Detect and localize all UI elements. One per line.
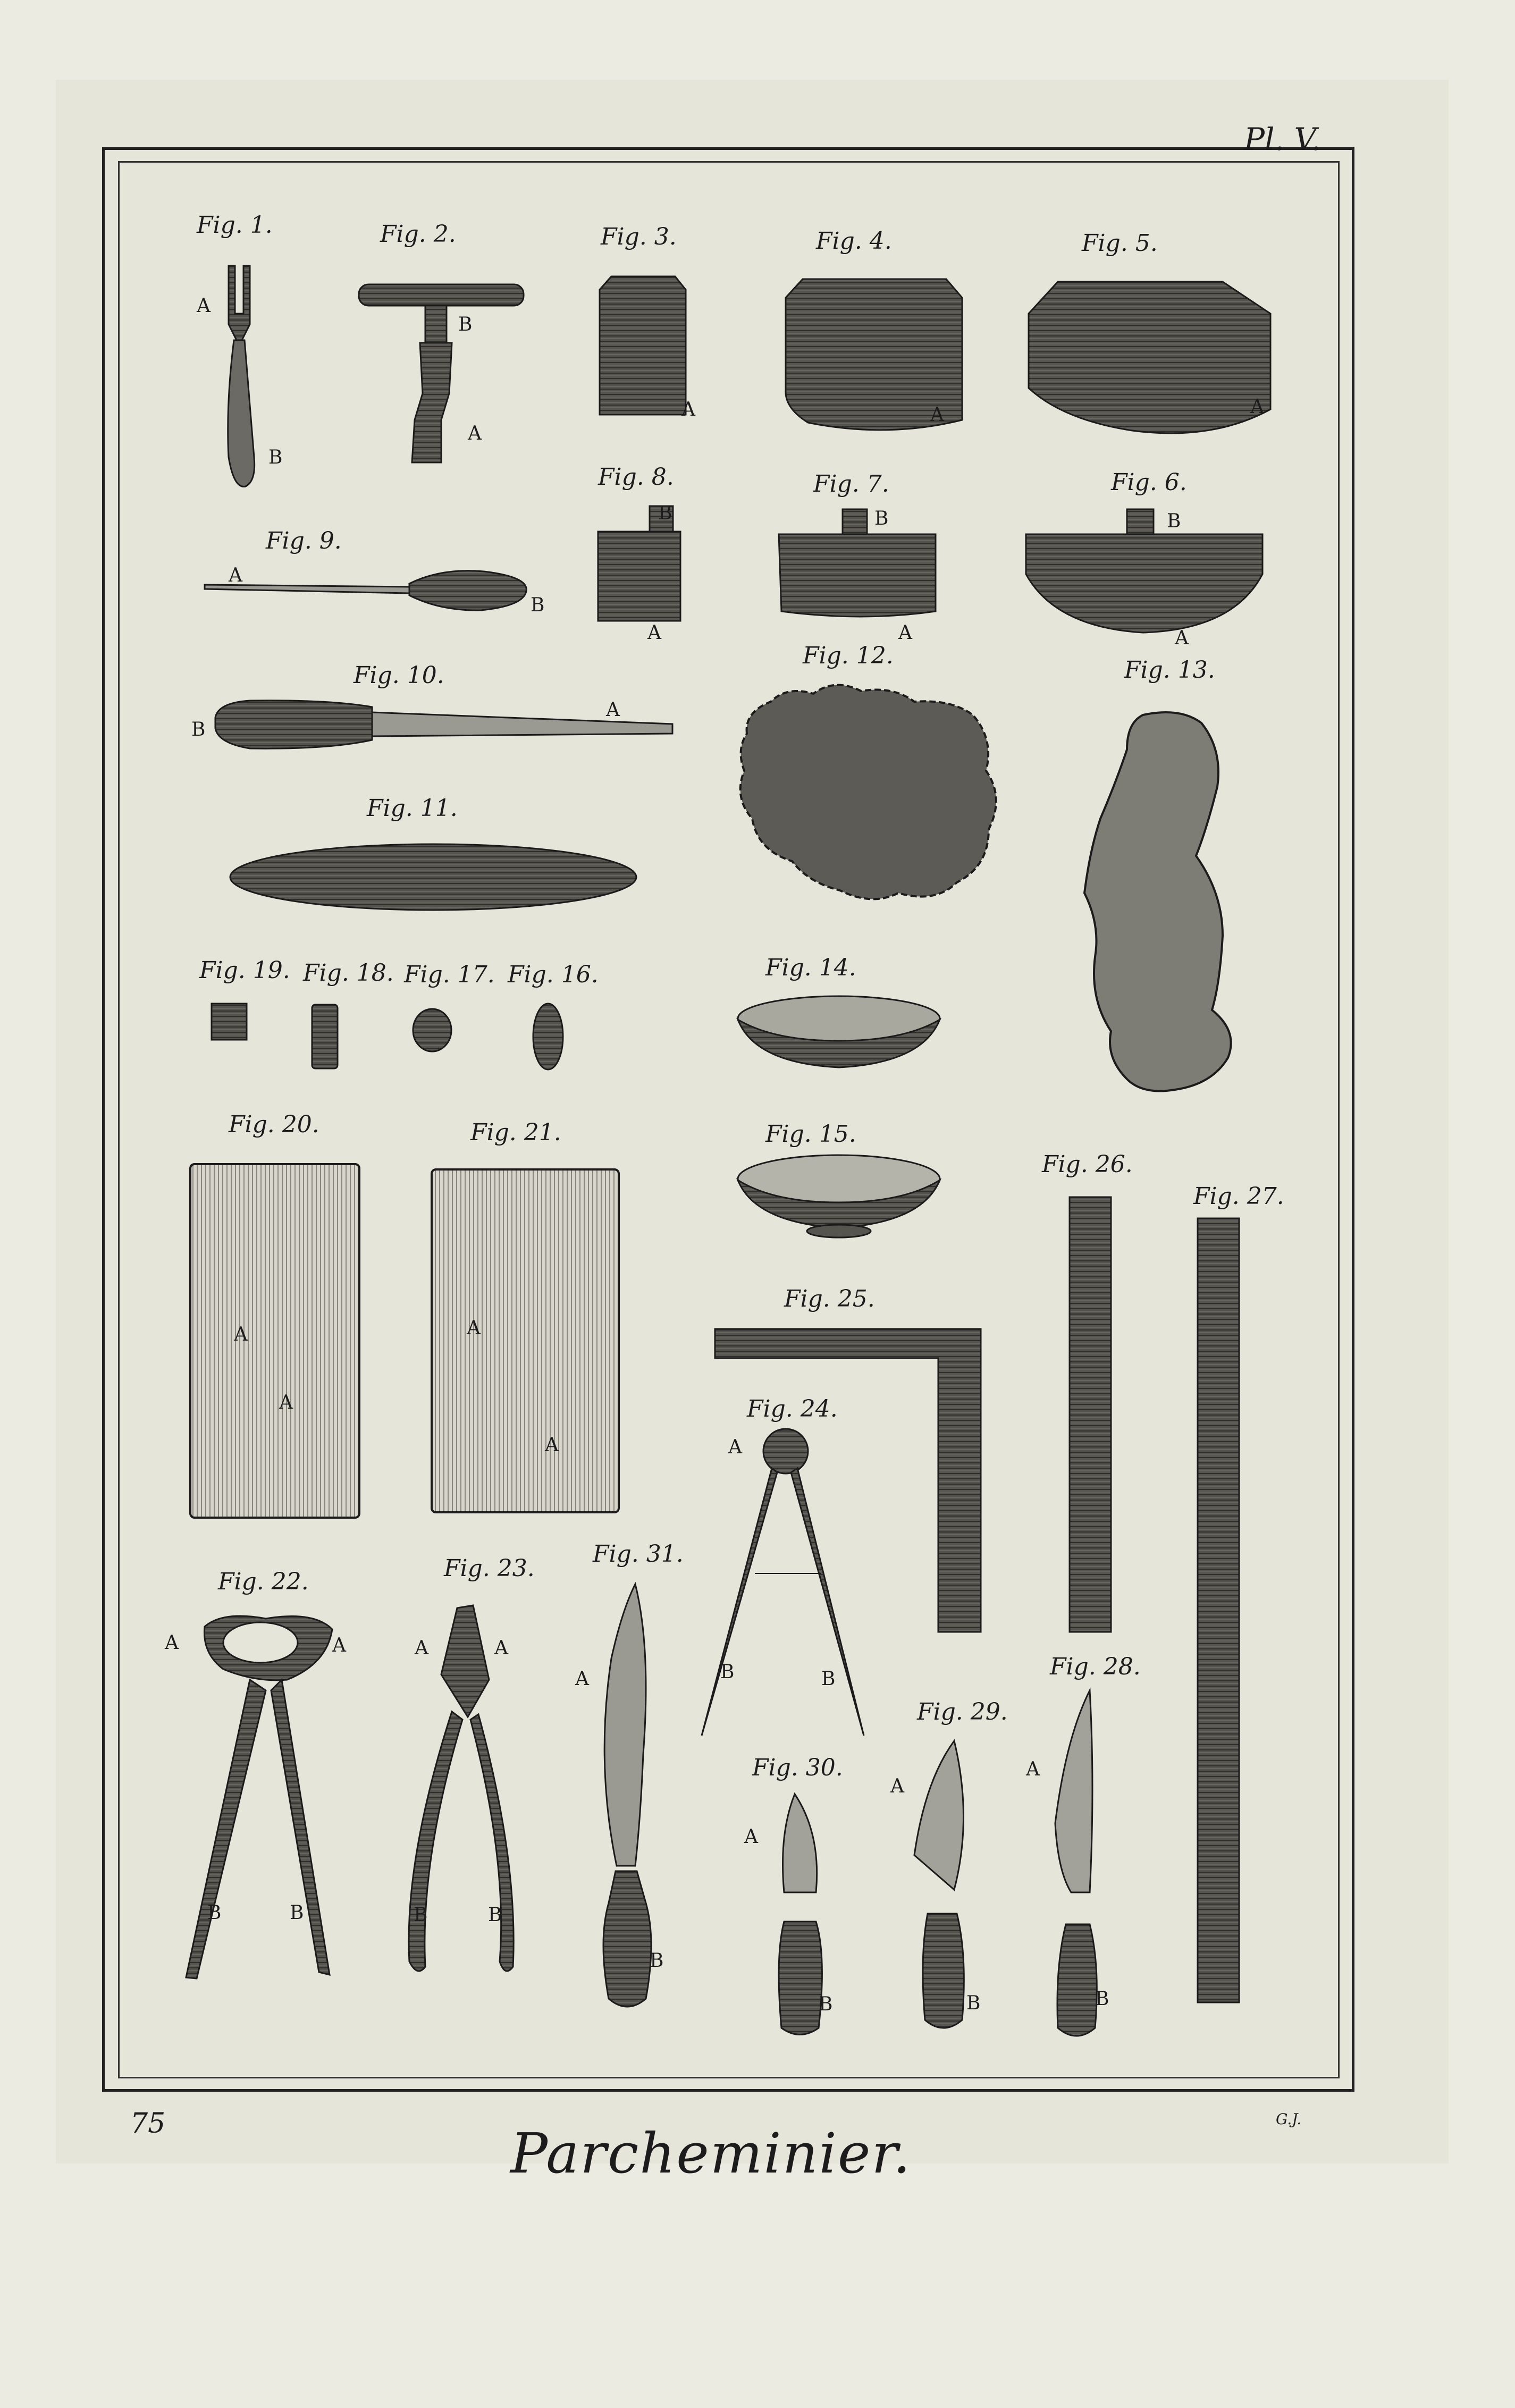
- fig14-label: Fig. 14.: [765, 954, 856, 981]
- fig6-blade-with-tang: [1026, 509, 1262, 633]
- fig1-label: Fig. 1.: [197, 212, 273, 239]
- fig9-mark-b: B: [531, 594, 545, 616]
- fig9-mark-a: A: [229, 565, 242, 586]
- fig20-mark-a2: A: [279, 1392, 293, 1413]
- fig22-mark-a1: A: [165, 1632, 179, 1654]
- fig22-mark-b1: B: [207, 1902, 222, 1924]
- fig28-knife: [1055, 1690, 1097, 2036]
- fig22-label: Fig. 22.: [218, 1568, 309, 1595]
- fig10-awl: [215, 701, 672, 748]
- fig28-mark-a: A: [1026, 1758, 1040, 1780]
- fig30-mark-b: B: [819, 1993, 833, 2015]
- fig19-chalk-piece: [212, 1004, 247, 1040]
- fig22-mark-a2: A: [332, 1635, 346, 1656]
- fig4-label: Fig. 4.: [816, 228, 892, 255]
- fig23-mark-a2: A: [494, 1637, 508, 1659]
- fig8-mark-a: A: [647, 622, 661, 644]
- fig13-pumice-stone: [1084, 712, 1231, 1091]
- page-number: 75: [130, 2108, 166, 2140]
- plate-number: Pl. V.: [1244, 121, 1321, 157]
- fig22-nippers: [186, 1616, 332, 1978]
- fig28-label: Fig. 28.: [1050, 1653, 1141, 1680]
- fig31-label: Fig. 31.: [593, 1540, 684, 1568]
- fig9-awl: [205, 571, 526, 610]
- fig29-curved-knife: [914, 1741, 964, 2028]
- fig31-knife: [603, 1584, 651, 2007]
- fig29-label: Fig. 29.: [917, 1698, 1008, 1725]
- fig16-chalk-piece: [533, 1004, 563, 1070]
- fig23-label: Fig. 23.: [444, 1555, 535, 1582]
- fig11-label: Fig. 11.: [367, 795, 458, 822]
- fig15-dish: [738, 1155, 940, 1237]
- fig21-mark-a2: A: [545, 1434, 559, 1456]
- fig10-label: Fig. 10.: [354, 662, 444, 689]
- fig2-mark-a: A: [468, 423, 482, 444]
- fig5-mark-a: A: [1250, 396, 1264, 418]
- fig24-mark-b1: B: [720, 1661, 735, 1683]
- fig24-mark-b2: B: [821, 1668, 836, 1690]
- fig2-t-handle-tool: [359, 284, 524, 462]
- fig7-label: Fig. 7.: [813, 470, 889, 498]
- fig12-sponge: [740, 685, 996, 899]
- fig18-label: Fig. 18.: [303, 959, 394, 987]
- fig21-board: [432, 1169, 619, 1512]
- fig12-label: Fig. 12.: [803, 642, 894, 669]
- fig20-label: Fig. 20.: [229, 1111, 319, 1138]
- fig10-mark-a: A: [606, 699, 620, 721]
- fig17-label: Fig. 17.: [404, 961, 495, 988]
- fig29-mark-b: B: [966, 1992, 981, 2014]
- fig28-mark-b: B: [1095, 1988, 1109, 2010]
- fig24-label: Fig. 24.: [747, 1395, 838, 1422]
- fig20-board: [190, 1164, 359, 1518]
- fig15-label: Fig. 15.: [765, 1121, 856, 1148]
- fig7-blade-with-tang: [779, 509, 936, 617]
- fig23-mark-b1: B: [414, 1904, 428, 1926]
- fig6-label: Fig. 6.: [1111, 469, 1187, 496]
- fig23-mark-b2: B: [488, 1904, 502, 1926]
- fig13-label: Fig. 13.: [1124, 656, 1215, 684]
- fig3-mark-a: A: [681, 399, 695, 420]
- engraver-mark: G.J.: [1276, 2110, 1302, 2128]
- fig25-label: Fig. 25.: [784, 1285, 875, 1312]
- fig30-small-knife: [779, 1794, 822, 2035]
- fig4-mark-a: A: [930, 404, 944, 426]
- fig17-chalk-piece: [413, 1009, 451, 1051]
- fig29-mark-a: A: [890, 1775, 904, 1797]
- fig23-mark-a1: A: [415, 1637, 428, 1659]
- fig8-mark-b: B: [658, 502, 672, 524]
- plate-title: Parcheminier.: [510, 2121, 912, 2186]
- fig2-mark-b: B: [458, 314, 473, 335]
- fig11-pumice-roll: [230, 844, 636, 910]
- fig27-label: Fig. 27.: [1193, 1183, 1284, 1210]
- fig30-mark-a: A: [744, 1826, 758, 1848]
- fig6-mark-b: B: [1167, 510, 1181, 532]
- fig1-mark-b: B: [268, 447, 283, 468]
- fig25-carpenter-square: [715, 1329, 981, 1632]
- fig21-mark-a1: A: [467, 1317, 481, 1339]
- fig1-mark-a: A: [197, 295, 211, 317]
- fig3-rectangular-blade: [600, 276, 686, 415]
- fig21-label: Fig. 21.: [470, 1119, 561, 1146]
- fig26-ruler: [1070, 1197, 1111, 1632]
- fig2-label: Fig. 2.: [380, 221, 456, 248]
- fig20-mark-a1: A: [234, 1324, 248, 1345]
- fig27-long-ruler: [1198, 1218, 1239, 2002]
- fig18-chalk-piece: [312, 1005, 338, 1068]
- fig30-label: Fig. 30.: [752, 1754, 843, 1781]
- fig5-wide-curved-blade: [1029, 282, 1270, 433]
- fig19-label: Fig. 19.: [199, 957, 290, 984]
- fig16-label: Fig. 16.: [508, 961, 599, 988]
- fig26-label: Fig. 26.: [1042, 1151, 1133, 1178]
- fig5-label: Fig. 5.: [1082, 230, 1158, 257]
- fig22-mark-b2: B: [290, 1902, 304, 1924]
- fig14-bowl: [738, 996, 940, 1067]
- fig24-compass: [702, 1429, 864, 1736]
- fig8-label: Fig. 8.: [598, 464, 674, 491]
- fig24-mark-a: A: [728, 1436, 742, 1458]
- fig3-label: Fig. 3.: [601, 223, 677, 250]
- fig1-fork-tool: [228, 266, 255, 486]
- fig10-mark-b: B: [191, 719, 206, 740]
- fig31-mark-b: B: [650, 1950, 664, 1972]
- fig6-mark-a: A: [1175, 627, 1189, 649]
- fig7-mark-a: A: [898, 622, 912, 644]
- fig7-mark-b: B: [874, 508, 889, 529]
- fig31-mark-a: A: [575, 1668, 589, 1690]
- fig9-label: Fig. 9.: [266, 527, 342, 554]
